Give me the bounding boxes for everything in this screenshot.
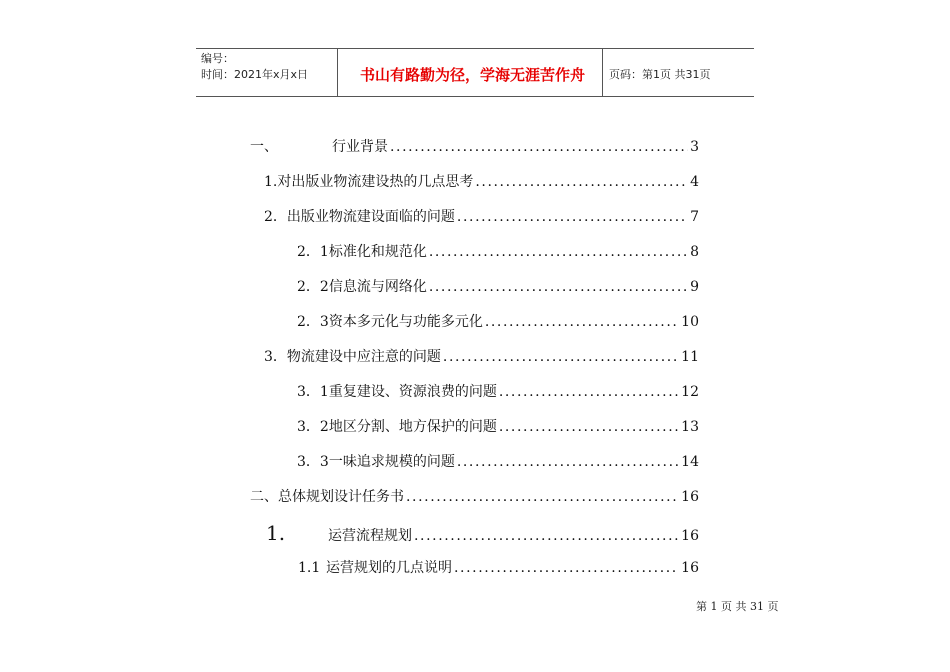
toc-entry-title: 运营流程规划 <box>328 528 412 544</box>
toc-leader-dots <box>457 451 679 473</box>
toc-entry-page: 7 <box>690 209 699 225</box>
toc-entry-title: 总体规划设计任务书 <box>278 489 404 505</box>
toc-entry[interactable] <box>297 451 699 473</box>
toc-entry[interactable] <box>266 522 699 544</box>
toc-entry-title: 标准化和规范化 <box>328 244 427 260</box>
toc-leader-dots <box>390 136 688 158</box>
toc-entry[interactable] <box>264 171 699 193</box>
toc-entry[interactable] <box>298 557 699 579</box>
toc-entry[interactable] <box>250 486 699 508</box>
toc-entry-number: 3．3 <box>297 454 329 470</box>
toc-entry[interactable] <box>297 311 699 333</box>
toc-leader-dots <box>414 525 679 547</box>
toc-entry-number: 2． <box>264 209 287 225</box>
toc-leader-dots <box>443 346 679 368</box>
toc-leader-dots <box>499 416 679 438</box>
toc-leader-dots <box>406 486 679 508</box>
toc-entry-title: 重复建设、资源浪费的问题 <box>328 384 497 400</box>
toc-leader-dots <box>499 381 679 403</box>
toc-entry-title: 资本多元化与功能多元化 <box>328 314 483 330</box>
header-page-code: 页码：第1页 共31页 <box>609 68 711 81</box>
toc-entry-title: 出版业物流建设面临的问题 <box>286 209 455 225</box>
toc-entry-page: 13 <box>681 419 699 435</box>
toc-entry[interactable] <box>264 346 699 368</box>
toc-entry-number: 2．2 <box>297 279 329 295</box>
toc-entry-number: 一、 <box>250 139 278 155</box>
toc-entry-page: 9 <box>690 279 699 295</box>
toc-entry-title: 地区分割、地方保护的问题 <box>328 419 497 435</box>
page-footer: 第 1 页 共 31 页 <box>696 600 779 613</box>
toc-entry-number: 2．1 <box>297 244 329 260</box>
toc-entry-number: 2．3 <box>297 314 329 330</box>
toc-entry-page: 16 <box>681 560 699 576</box>
toc-entry-page: 14 <box>681 454 699 470</box>
toc-entry-number: 1. <box>266 521 286 545</box>
toc-entry-number: 二、 <box>250 489 278 505</box>
toc-entry-number: 1.1 <box>298 560 321 576</box>
toc-entry-page: 10 <box>681 314 699 330</box>
toc-entry[interactable] <box>297 381 699 403</box>
toc-leader-dots <box>457 206 688 228</box>
toc-entry-number: 3． <box>264 349 287 365</box>
toc-entry-title: 物流建设中应注意的问题 <box>286 349 441 365</box>
toc-entry-page: 3 <box>690 139 699 155</box>
toc-entry[interactable] <box>264 206 699 228</box>
toc-entry-page: 11 <box>681 349 699 365</box>
toc-entry[interactable] <box>297 276 699 298</box>
toc-entry-title: 一味追求规模的问题 <box>328 454 455 470</box>
toc-entry-page: 12 <box>681 384 699 400</box>
toc-entry-number: 1. <box>264 174 278 190</box>
toc-entry[interactable] <box>297 416 699 438</box>
time-label: 时间：2021年x月x日 <box>201 68 309 81</box>
toc-entry-number: 3．2 <box>297 419 329 435</box>
toc-entry-title: 对出版业物流建设热的几点思考 <box>277 174 474 190</box>
toc-entry-number: 3．1 <box>297 384 329 400</box>
toc-leader-dots <box>485 311 679 333</box>
toc-leader-dots <box>429 276 688 298</box>
toc-entry[interactable] <box>250 136 699 158</box>
toc-entry-page: 8 <box>690 244 699 260</box>
toc-entry-title: 信息流与网络化 <box>328 279 427 295</box>
number-label: 编号： <box>201 52 234 65</box>
toc-entry-page: 16 <box>681 528 699 544</box>
toc-leader-dots <box>475 171 688 193</box>
toc-leader-dots <box>429 241 688 263</box>
toc-entry[interactable] <box>297 241 699 263</box>
toc-entry-title: 行业背景 <box>332 139 388 155</box>
toc-leader-dots <box>454 557 679 579</box>
header-motto: 书山有路勤为径，学海无涯苦作舟 <box>359 66 585 84</box>
toc-entry-title: 运营规划的几点说明 <box>326 560 452 576</box>
toc-entry-page: 16 <box>681 489 699 505</box>
toc-entry-page: 4 <box>690 174 699 190</box>
